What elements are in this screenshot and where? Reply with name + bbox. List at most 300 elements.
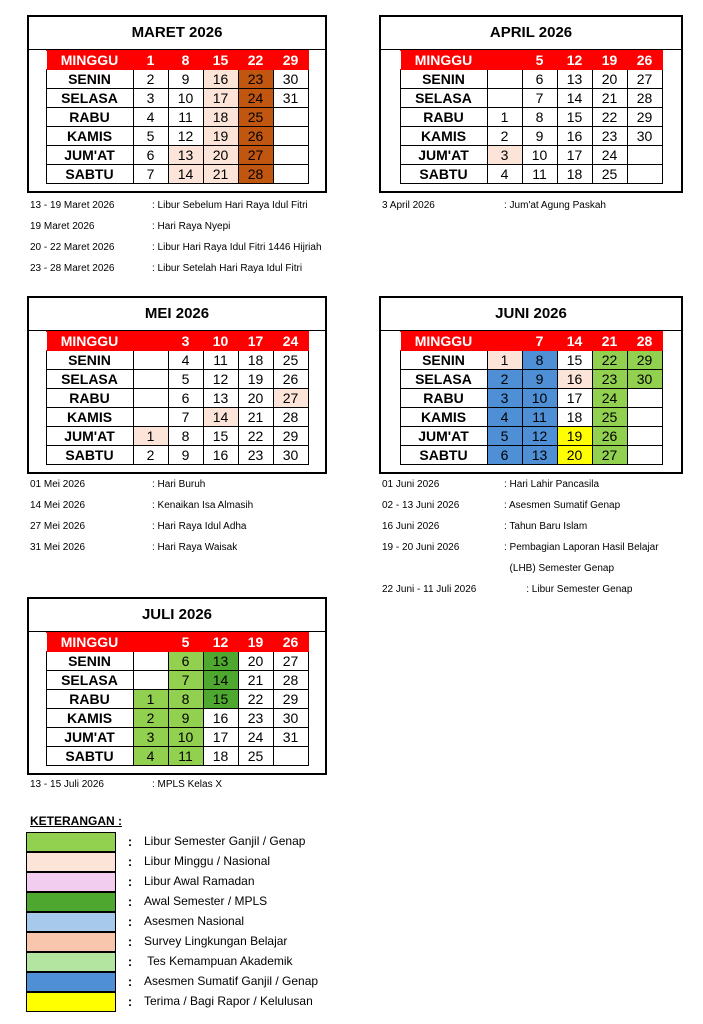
date-cell: 25 — [592, 408, 627, 427]
date-cell: 15 — [203, 690, 238, 709]
calendar-juli — [27, 597, 327, 775]
date-cell: 3 — [487, 389, 522, 408]
calendar-header-row — [400, 51, 662, 70]
calendar-row — [46, 351, 308, 370]
date-cell: 29 — [273, 427, 308, 446]
date-cell: 29 — [627, 108, 662, 127]
calendar-grid — [400, 331, 663, 465]
weekday-label: SELASA — [46, 671, 133, 690]
note-row — [382, 195, 606, 216]
date-cell — [627, 146, 662, 165]
calendar-grid — [400, 50, 663, 184]
calendar-row — [400, 351, 662, 370]
calendar-grid — [46, 632, 309, 766]
legend-item — [26, 971, 318, 991]
calendar-header-row — [46, 633, 308, 652]
legend-swatch — [26, 952, 116, 972]
date-cell: 4 — [133, 108, 168, 127]
note-description: : MPLS Kelas X — [152, 779, 223, 790]
legend-colon: : — [127, 833, 133, 849]
legend-item — [26, 891, 318, 911]
legend-swatch — [26, 852, 116, 872]
weekday-label: JUM'AT — [46, 427, 133, 446]
date-cell: 3 — [133, 728, 168, 747]
date-cell: 10 — [168, 728, 203, 747]
note-row — [382, 558, 659, 579]
date-cell — [627, 408, 662, 427]
date-cell: 4 — [487, 408, 522, 427]
calendar-row — [46, 427, 308, 446]
legend-item — [26, 851, 318, 871]
weekday-label: RABU — [400, 108, 487, 127]
date-cell: 6 — [487, 446, 522, 465]
weekday-label: JUM'AT — [400, 146, 487, 165]
calendar-row — [46, 108, 308, 127]
date-cell: 31 — [273, 728, 308, 747]
date-cell: 1 — [487, 108, 522, 127]
calendar-row — [400, 146, 662, 165]
calendar-april — [379, 15, 683, 193]
date-cell: 13 — [203, 389, 238, 408]
header-sunday-cell: 1 — [133, 51, 168, 70]
note-description: : Tahun Baru Islam — [504, 521, 588, 532]
date-cell: 26 — [238, 127, 273, 146]
date-cell: 17 — [557, 389, 592, 408]
date-cell: 16 — [203, 446, 238, 465]
date-cell: 28 — [627, 89, 662, 108]
calendar-row — [400, 427, 662, 446]
calendar-row — [46, 146, 308, 165]
date-cell — [627, 446, 662, 465]
calendar-row — [400, 408, 662, 427]
legend-label: Tes Kemampuan Akademik — [144, 954, 293, 968]
calendar-grid — [46, 50, 309, 184]
calendar-grid — [46, 331, 309, 465]
date-cell: 5 — [168, 370, 203, 389]
date-cell: 15 — [557, 108, 592, 127]
calendar-row — [400, 108, 662, 127]
date-cell: 26 — [273, 370, 308, 389]
date-cell — [627, 165, 662, 184]
calendar-row — [46, 370, 308, 389]
date-cell: 11 — [168, 108, 203, 127]
header-sunday-cell — [133, 633, 168, 652]
note-row — [382, 516, 659, 537]
date-cell: 17 — [557, 146, 592, 165]
date-cell — [627, 427, 662, 446]
note-date: 22 Juni - 11 Juli 2026 — [382, 584, 477, 595]
header-sunday-cell — [487, 332, 522, 351]
calendar-row — [46, 709, 308, 728]
date-cell — [273, 108, 308, 127]
notes-juni — [382, 474, 659, 600]
note-description: : Hari Lahir Pancasila — [504, 479, 600, 490]
note-date: 23 - 28 Maret 2026 — [30, 263, 115, 274]
date-cell: 22 — [592, 108, 627, 127]
header-week-label: MINGGU — [46, 332, 133, 351]
note-date: 19 Maret 2026 — [30, 221, 95, 232]
date-cell: 19 — [557, 427, 592, 446]
date-cell: 9 — [522, 127, 557, 146]
calendar-juni — [379, 296, 683, 474]
date-cell: 14 — [557, 89, 592, 108]
date-cell: 30 — [627, 370, 662, 389]
header-sunday-cell: 8 — [168, 51, 203, 70]
date-cell: 4 — [487, 165, 522, 184]
date-cell: 28 — [238, 165, 273, 184]
date-cell: 9 — [168, 446, 203, 465]
note-row — [30, 516, 253, 537]
weekday-label: KAMIS — [400, 408, 487, 427]
note-row — [30, 195, 322, 216]
date-cell — [487, 70, 522, 89]
note-row — [30, 774, 222, 795]
weekday-label: RABU — [46, 108, 133, 127]
date-cell: 30 — [627, 127, 662, 146]
date-cell: 4 — [168, 351, 203, 370]
date-cell: 3 — [487, 146, 522, 165]
date-cell: 25 — [273, 351, 308, 370]
date-cell: 24 — [592, 146, 627, 165]
calendar-row — [46, 446, 308, 465]
date-cell: 17 — [203, 89, 238, 108]
note-description: : Hari Buruh — [152, 479, 206, 490]
note-date: 16 Juni 2026 — [382, 521, 440, 532]
weekday-label: KAMIS — [46, 408, 133, 427]
date-cell: 29 — [627, 351, 662, 370]
note-description: (LHB) Semester Genap — [504, 563, 615, 574]
note-description: : Hari Raya Idul Adha — [152, 521, 247, 532]
date-cell: 30 — [273, 709, 308, 728]
date-cell: 18 — [557, 408, 592, 427]
date-cell: 30 — [273, 70, 308, 89]
date-cell: 1 — [133, 427, 168, 446]
calendar-row — [46, 728, 308, 747]
legend-label: Survey Lingkungan Belajar — [144, 934, 288, 948]
header-sunday-cell: 19 — [592, 51, 627, 70]
note-description: : Hari Raya Waisak — [152, 542, 238, 553]
header-sunday-cell: 24 — [273, 332, 308, 351]
date-cell: 5 — [487, 427, 522, 446]
note-date — [382, 558, 504, 579]
note-row — [382, 579, 659, 600]
date-cell: 12 — [522, 427, 557, 446]
legend-label: Asesmen Nasional — [144, 914, 245, 928]
date-cell: 11 — [168, 747, 203, 766]
note-row — [30, 237, 322, 258]
header-sunday-cell: 26 — [627, 51, 662, 70]
date-cell: 20 — [557, 446, 592, 465]
date-cell: 21 — [592, 89, 627, 108]
legend-label: Asesmen Sumatif Ganjil / Genap — [144, 974, 319, 988]
date-cell: 5 — [133, 127, 168, 146]
date-cell: 8 — [168, 690, 203, 709]
date-cell: 16 — [557, 370, 592, 389]
date-cell: 27 — [627, 70, 662, 89]
date-cell: 6 — [133, 146, 168, 165]
calendar-row — [400, 89, 662, 108]
legend — [26, 831, 318, 1011]
date-cell — [273, 747, 308, 766]
date-cell: 30 — [273, 446, 308, 465]
calendar-header-row — [46, 332, 308, 351]
note-date: 19 - 20 Juni 2026 — [382, 542, 460, 553]
calendar-header-row — [46, 51, 308, 70]
weekday-label: JUM'AT — [400, 427, 487, 446]
date-cell: 18 — [203, 108, 238, 127]
weekday-label: SENIN — [46, 70, 133, 89]
note-row — [30, 258, 322, 279]
date-cell: 10 — [522, 389, 557, 408]
date-cell: 19 — [238, 370, 273, 389]
header-sunday-cell: 5 — [168, 633, 203, 652]
date-cell: 2 — [487, 370, 522, 389]
weekday-label: SABTU — [400, 446, 487, 465]
date-cell: 13 — [168, 146, 203, 165]
notes-juli — [30, 774, 222, 795]
date-cell: 24 — [592, 389, 627, 408]
header-sunday-cell: 29 — [273, 51, 308, 70]
weekday-label: JUM'AT — [46, 728, 133, 747]
note-description: : Hari Raya Nyepi — [152, 221, 231, 232]
date-cell: 20 — [238, 389, 273, 408]
legend-swatch — [26, 832, 116, 852]
calendar-title: APRIL 2026 — [381, 17, 681, 50]
date-cell: 23 — [592, 127, 627, 146]
note-date: 27 Mei 2026 — [30, 521, 86, 532]
date-cell: 8 — [168, 427, 203, 446]
date-cell: 6 — [168, 652, 203, 671]
date-cell: 7 — [133, 165, 168, 184]
note-description: : Libur Setelah Hari Raya Idul Fitri — [152, 263, 303, 274]
header-sunday-cell: 3 — [168, 332, 203, 351]
header-sunday-cell: 15 — [203, 51, 238, 70]
note-description: : Libur Hari Raya Idul Fitri 1446 Hijriah — [152, 242, 322, 253]
date-cell — [133, 370, 168, 389]
weekday-label: SENIN — [400, 351, 487, 370]
date-cell: 22 — [238, 690, 273, 709]
date-cell: 8 — [522, 351, 557, 370]
calendar-row — [46, 690, 308, 709]
legend-swatch — [26, 972, 116, 992]
note-description: : Kenaikan Isa Almasih — [152, 500, 254, 511]
date-cell: 25 — [238, 108, 273, 127]
date-cell — [133, 408, 168, 427]
date-cell: 13 — [522, 446, 557, 465]
header-week-label: MINGGU — [46, 633, 133, 652]
date-cell: 23 — [592, 370, 627, 389]
legend-swatch — [26, 992, 116, 1012]
legend-title: KETERANGAN : — [30, 814, 122, 828]
date-cell: 22 — [238, 427, 273, 446]
calendar-title: MARET 2026 — [29, 17, 325, 50]
legend-item — [26, 831, 318, 851]
note-description: : Jum'at Agung Paskah — [504, 200, 606, 211]
date-cell: 6 — [168, 389, 203, 408]
note-row — [30, 495, 253, 516]
calendar-row — [400, 70, 662, 89]
notes-maret — [30, 195, 322, 279]
calendar-row — [46, 70, 308, 89]
date-cell — [487, 89, 522, 108]
date-cell — [133, 351, 168, 370]
legend-swatch — [26, 912, 116, 932]
calendar-maret — [27, 15, 327, 193]
header-week-label: MINGGU — [46, 51, 133, 70]
date-cell: 23 — [238, 709, 273, 728]
calendar-row — [46, 671, 308, 690]
notes-mei — [30, 474, 253, 558]
calendar-header-row — [400, 332, 662, 351]
weekday-label: KAMIS — [46, 709, 133, 728]
header-sunday-cell — [487, 51, 522, 70]
legend-colon: : — [127, 873, 133, 889]
note-description: : Libur Sebelum Hari Raya Idul Fitri — [152, 200, 308, 211]
date-cell: 8 — [522, 108, 557, 127]
date-cell: 15 — [557, 351, 592, 370]
date-cell: 24 — [238, 728, 273, 747]
date-cell — [133, 671, 168, 690]
date-cell: 21 — [238, 408, 273, 427]
header-week-label: MINGGU — [400, 332, 487, 351]
legend-colon: : — [127, 853, 133, 869]
weekday-label: SELASA — [400, 370, 487, 389]
legend-colon: : — [127, 953, 133, 969]
calendar-row — [46, 389, 308, 408]
header-sunday-cell: 12 — [557, 51, 592, 70]
legend-label: Libur Awal Ramadan — [144, 874, 255, 888]
header-sunday-cell: 17 — [238, 332, 273, 351]
header-sunday-cell: 7 — [522, 332, 557, 351]
note-date: 31 Mei 2026 — [30, 542, 86, 553]
header-sunday-cell: 26 — [273, 633, 308, 652]
legend-swatch — [26, 872, 116, 892]
header-sunday-cell: 28 — [627, 332, 662, 351]
note-date: 20 - 22 Maret 2026 — [30, 242, 115, 253]
notes-april — [382, 195, 606, 216]
weekday-label: KAMIS — [400, 127, 487, 146]
calendar-row — [46, 165, 308, 184]
legend-colon: : — [127, 933, 133, 949]
weekday-label: SENIN — [400, 70, 487, 89]
note-date: 13 - 15 Juli 2026 — [30, 779, 104, 790]
date-cell: 2 — [133, 446, 168, 465]
note-date: 01 Juni 2026 — [382, 479, 440, 490]
date-cell: 31 — [273, 89, 308, 108]
date-cell: 9 — [168, 709, 203, 728]
date-cell: 11 — [522, 165, 557, 184]
legend-colon: : — [127, 993, 133, 1009]
calendar-row — [400, 370, 662, 389]
weekday-label: RABU — [400, 389, 487, 408]
weekday-label: SABTU — [46, 165, 133, 184]
calendar-row — [46, 652, 308, 671]
date-cell: 12 — [203, 370, 238, 389]
legend-item — [26, 991, 318, 1011]
date-cell: 11 — [522, 408, 557, 427]
date-cell: 16 — [203, 709, 238, 728]
date-cell: 21 — [238, 671, 273, 690]
date-cell: 11 — [203, 351, 238, 370]
date-cell: 21 — [203, 165, 238, 184]
date-cell — [627, 389, 662, 408]
note-description: : Pembagian Laporan Hasil Belajar — [504, 542, 659, 553]
legend-colon: : — [127, 973, 133, 989]
note-date: 14 Mei 2026 — [30, 500, 86, 511]
date-cell: 15 — [203, 427, 238, 446]
date-cell: 10 — [522, 146, 557, 165]
legend-swatch — [26, 932, 116, 952]
date-cell: 7 — [168, 408, 203, 427]
date-cell — [273, 146, 308, 165]
weekday-label: SABTU — [46, 747, 133, 766]
date-cell: 27 — [592, 446, 627, 465]
date-cell: 24 — [238, 89, 273, 108]
date-cell: 25 — [238, 747, 273, 766]
date-cell: 27 — [273, 389, 308, 408]
header-sunday-cell: 10 — [203, 332, 238, 351]
weekday-label: SELASA — [400, 89, 487, 108]
weekday-label: SENIN — [46, 652, 133, 671]
legend-label: Terima / Bagi Rapor / Kelulusan — [144, 994, 313, 1008]
date-cell: 16 — [203, 70, 238, 89]
date-cell: 26 — [592, 427, 627, 446]
note-date: 02 - 13 Juni 2026 — [382, 500, 460, 511]
date-cell: 27 — [273, 652, 308, 671]
date-cell: 23 — [238, 446, 273, 465]
date-cell: 28 — [273, 671, 308, 690]
date-cell: 2 — [133, 709, 168, 728]
legend-label: Libur Semester Ganjil / Genap — [144, 834, 306, 848]
note-date: 13 - 19 Maret 2026 — [30, 200, 115, 211]
date-cell: 28 — [273, 408, 308, 427]
date-cell: 7 — [168, 671, 203, 690]
weekday-label: SELASA — [46, 89, 133, 108]
note-row — [30, 474, 253, 495]
legend-item — [26, 871, 318, 891]
legend-swatch — [26, 892, 116, 912]
date-cell: 18 — [557, 165, 592, 184]
note-row — [382, 495, 659, 516]
date-cell: 6 — [522, 70, 557, 89]
calendar-row — [400, 389, 662, 408]
calendar-row — [400, 165, 662, 184]
date-cell: 22 — [592, 351, 627, 370]
date-cell: 2 — [487, 127, 522, 146]
date-cell: 16 — [557, 127, 592, 146]
date-cell: 29 — [273, 690, 308, 709]
calendar-row — [46, 408, 308, 427]
date-cell: 19 — [203, 127, 238, 146]
date-cell: 14 — [203, 408, 238, 427]
weekday-label: SENIN — [46, 351, 133, 370]
date-cell: 7 — [522, 89, 557, 108]
weekday-label: KAMIS — [46, 127, 133, 146]
legend-label: Libur Minggu / Nasional — [144, 854, 271, 868]
header-sunday-cell: 5 — [522, 51, 557, 70]
date-cell: 18 — [238, 351, 273, 370]
date-cell: 25 — [592, 165, 627, 184]
weekday-label: SELASA — [46, 370, 133, 389]
note-row — [30, 216, 322, 237]
calendar-row — [400, 446, 662, 465]
date-cell — [273, 165, 308, 184]
date-cell: 12 — [168, 127, 203, 146]
date-cell: 14 — [203, 671, 238, 690]
calendar-row — [46, 89, 308, 108]
header-sunday-cell: 22 — [238, 51, 273, 70]
weekday-label: RABU — [46, 389, 133, 408]
